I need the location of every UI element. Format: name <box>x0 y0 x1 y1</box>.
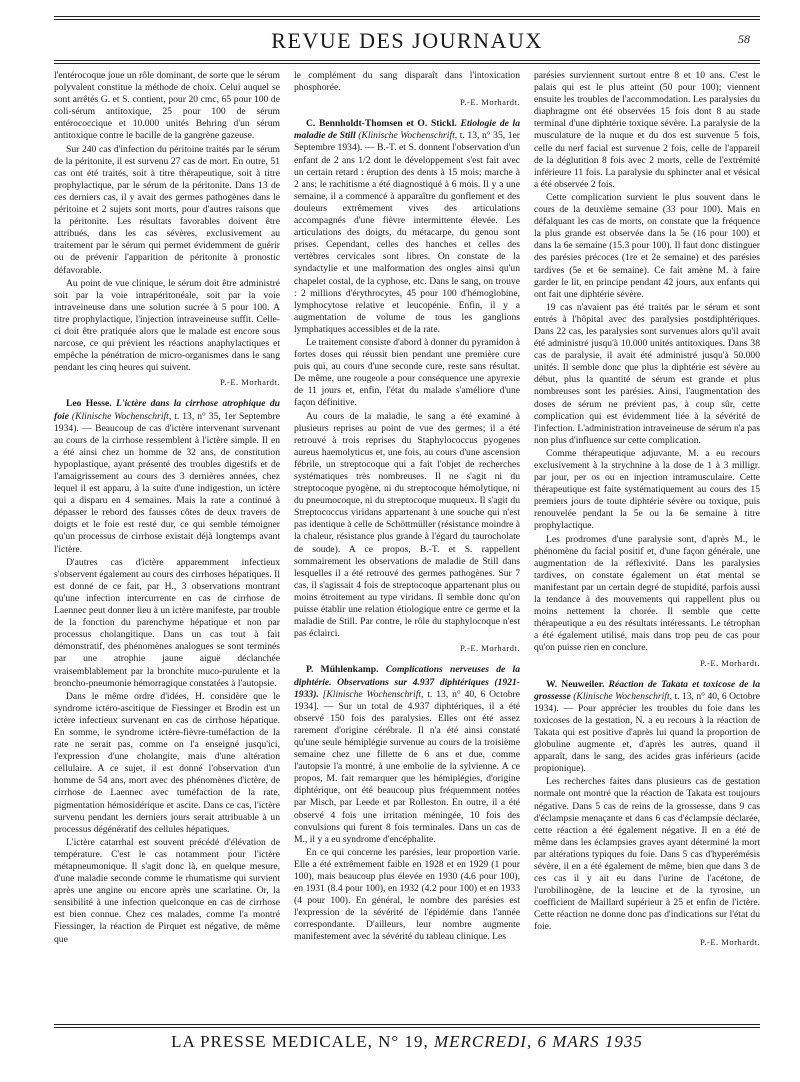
paragraph: Cette complication survient le plus souvent dans le cours de la deuxième semaine (33 pour 100). Mais en défalquant les cas de morts, on constate que la fréquence la plus grande est observée dans la 5e (16 pour 100) et dans la 6e semaine (15.3 pour 100). Il faut donc distinguer des parésies précoces (1re et 2e semaine) et des parésies tardives (5e et 6e semaine). Ce fait amène M. à faire garder le lit, en principe pendant 42 jours, aux enfants qui ont fait une diphtérie sévère. <box>534 191 760 300</box>
article-source: (Klinische Wochenschrift, <box>71 410 172 422</box>
header-double-rule <box>54 60 760 64</box>
page-number: 58 <box>738 32 750 46</box>
paragraph: — B.-T. et S. donnent l'observation d'un enfant de 2 ans 1/2 dont le développement s'est fait avec un certain retard : éruption des dents à 15 mois; marche à 2 ans; le rachitisme a été diagnostiqué à 6 mois. Il y a une semaine, il a commencé à apparaître du gonflement et des douleurs extrêmement vives des articulations accompagnés d'une fièvre intermittente élevée. Les articulations des doigts, du métacarpe, du genou sont prises. Cependant, celles des hanches et celles des vertèbres cervicales sont libres. On constate de la syndactylie et une malformation des ongles ainsi qu'un chapelet costal, de la cyphose, etc. Dans le sang, on trouve : 2 millions d'érythrocytes, 45 pour 100 d'hémoglobine, lymphocytose relative et leucopénie. Enfin, il y a augmentation de volume de tous les ganglions lymphatiques accessibles et de la rate. <box>294 142 520 335</box>
author-signature: P.-E. Morhardt. <box>700 936 760 947</box>
paragraph: Comme thérapeutique adjuvante, M. a eu recours exclusivement à la strychnine à la dose de 1 à 3 milligr. par jour, per os ou en injection intramusculaire. Cette thérapeutique est faite systématiquement au cours des 15 premiers jours de toute diphtérie sévère ou toxique, puis renouvelée pendant la 5e ou la 6e semaine à titre prophylactique. <box>534 447 760 532</box>
paragraph: parésies surviennent surtout entre 8 et 10 ans. C'est le palais qui est le plus atteint (50 pour 100); viennent ensuite les troubles de l'accommodation. Les paralysies du diaphragme ont été observées 15 fois dont 8 au stade terminal d'une diphtérie toxique sévère. La paralysie de la musculature de la nuque et du dos est survenue 5 fois, celle du nerf facial est survenue 2 fois, celle de l'appareil de la déglutition 8 fois avec 2 morts, celle de l'extrémité inférieure 11 fois. La paralysie du sphincter anal et vésical a été observée 2 fois. <box>534 70 760 190</box>
paragraph: Les recherches faites dans plusieurs cas de gestation normale ont montré que la réaction de Takata est toujours négative. Dans 5 cas de reins de la grossesse, dans 9 cas d'éclampsie menaçante et dans 6 cas d'éclampsie déclarée, cette réaction a été également négative. Il en a été de même dans les éclampsies graves ayant déterminé la mort par altérations typiques du foie. Dans 5 cas d'hyperémésis sévère, il en a été également de même, bien que dans 3 de ces cas il y ait eu dans l'urine de l'acétone, de l'urobilinogène, de la leucine et de la tyrosine, un coefficient de Maillard supérieur à 25 et enfin de l'ictère. Cette réaction ne donne donc pas d'indications sur l'état du foie. <box>534 776 760 933</box>
article-columns <box>54 70 760 1016</box>
article-title: Complications nerveuses de la diphtérie. Observations sur 4.937 diphtériques (1921-1933). <box>294 664 520 700</box>
paragraph: — Sur un total de 4.937 diphtériques, il a été observé 150 fois des paralysies. Elles ont été assez rarement d'origine cérébrale. Il n'a été ainsi constaté qu'une seule hémiplégie survenue au cours de la troisième semaine chez une fillette de 6 ans et due, comme l'autopsie l'a montré, à une embolie de la sylvienne. A ce propos, M. fait remarquer que les hémiplégies, d'origine diphtérique, ont été beaucoup plus fréquemment notées par Misch, par Leede et par Rolleston. En outre, il a été observé 4 fois une irritation méningée, 10 fois des convulsions qui furent 8 fois terminales. Dans un cas de M., il y a eu syndrome d'encéphalite. <box>294 700 520 845</box>
article-author: P. Mühlenkamp. <box>306 664 379 676</box>
paragraph: — Pour apprécier les troubles du foie dans les toxicoses de la gestation, N. a eu recours à la réaction de Takata qui est positive d'après lui quand la proportion de globuline augmente et, d'après les autres, quand il apparaît, dans le sang, des acides gras inférieurs (acide propionique). <box>534 702 760 775</box>
article-author: C. Bennholdt-Thomsen et O. Stickl. <box>306 118 457 130</box>
page-footer <box>54 1032 760 1052</box>
article-source: [Klinische Wochenschrift, <box>322 688 424 700</box>
page-header-title: REVUE DES JOURNAUX <box>271 28 543 53</box>
article-reference: t. 13, n° 40, 6 Octobre 1934). <box>534 690 760 714</box>
author-signature: P.-E. Morhardt. <box>700 657 760 668</box>
paragraph: Au cours de la maladie, le sang a été examiné à plusieurs reprises au point de vue des germes; il a été retrouvé à trois reprises du Staphylococcus pyogenes aureus haemolyticus et, une fois, au cours d'une ascension fébrile, un streptocoque qui a fait l'objet de recherches systématiques très nombreuses. Il ne s'agit ni du streptocoque pyogène, ni du streptocoque hémolytique, ni du pneumocoque, ni du streptocoque muqueux. Il s'agit du Streptococcus viridans appartenant à une souche qui n'est pas identique à celle de Schöttmüller (résistance moindre à la chaleur, résistance plus grande à l'égard du taurocholate de soude). A ce propos, B.-T. et S. rappellent sommairement les observations de maladie de Still dans lesquelles il a été retrouvé des germes pathogènes. Sur 7 cas, il s'agissait 4 fois de streptocoque appartenant plus ou moins étroitement au type viridans. Il semble donc qu'on puisse établir une relation étiologique entre ce germe et la maladie de Still. Par contre, le rôle du staphylocoque n'est pas éclairci. <box>294 410 520 640</box>
column-2 <box>294 70 520 1016</box>
footer-journal: LA PRESSE MEDICALE, N° 19, <box>171 1032 429 1051</box>
paragraph: le complément du sang disparaît dans l'intoxication phosphorée. <box>294 70 520 94</box>
article-source: (Klinische Wochenschrift, <box>358 130 458 142</box>
article-author: Leo Hesse. <box>66 398 112 410</box>
article-heading <box>54 398 280 555</box>
paragraph: En ce qui concerne les parésies, leur proportion varie. Elle a été extrêmement faible en 1928 et en 1929 (1 pour 100), mais beaucoup plus élevée en 1930 (4.6 pour 100), en 1931 (8.4 pour 100), en 1932 (4.2 pour 100) et en 1933 (4 pour 100). En général, le nombre des parésies est l'expression de la sévérité de l'épidémie dans l'année correspondante. D'ailleurs, leur nombre augmente manifestement avec la sévérité du tableau clinique. Les <box>294 846 520 943</box>
paragraph: Sur 240 cas d'infection du péritoine traités par le sérum de la péritonite, il est survenu 27 cas de mort. En outre, 51 cas ont été traités, soit à titre thérapeutique, soit à titre prophylactique, par le sérum de la péritonite. Dans 13 de ces derniers cas, il y avait des germes pathogènes dans le péritoine et 2 sujets sont morts, pour d'autres raisons que la péritonite. Les résultats favorables doivent être attribués, dans les cas sévères, exclusivement au traitement par le sérum qui permet évidemment de guérir ou de prévenir l'apparition de péritonite à pronostic défavorable. <box>54 143 280 276</box>
paragraph: Les prodromes d'une paralysie sont, d'après M., le phénomène du facial positif et, d'une façon générale, une augmentation de la réflexivité. Dans les paralysies tardives, on constate également un état mental se manifestant par un certain degré de stupidité, parfois aussi la tendance à des mouvements qui rappellent plus ou moins nettement la chorée. Il semble que cette thérapeutique a eu des résultats intéressants. Le tétrophan a été également utilisé, mais dans trop peu de cas pour qu'on puisse rien en conclure. <box>534 533 760 654</box>
paragraph: Au point de vue clinique, le sérum doit être administré soit par la voie intrapéritonéale, soit par la voie intraveineuse dans une solution sucrée à 5 pour 100. A titre prophylactique, l'injection intraveineuse suffit. Celle-ci doit être pratiquée alors que le malade est encore sous narcose, ce qui prévient les réactions anaphylactiques et empêche la pénétration de micro-organismes dans le sang pendant les cinq heures qui suivent. <box>54 277 280 374</box>
paragraph: l'entérocoque joue un rôle dominant, de sorte que le sérum polyvalent constitue la méthode de choix. Celui auquel se sont arrêtés G. et S. contient, pour 20 cmc, 65 pour 100 de coli-sérum antitoxique, 25 pour 100 de sérum entérococcique et 10.000 unités Behring d'un sérum antitoxique contre le bacille de la gangrène gazeuse. <box>54 70 280 142</box>
article-heading <box>294 664 520 845</box>
paragraph: L'ictère catarrhal est souvent précédé d'élévation de température. C'est le cas notamment pour l'ictère métapneumonique. Il s'agit donc là, en quelque mesure, d'une maladie seconde comme le rhumatisme qui survient après une angine ou encore après une scarlatine. Or, la sensibilité à une infection quelconque en cas de cirrhose est bien connue. Chez ces malades, comme l'a montré Fiessinger, la réaction de Pirquet est négative, de même que <box>54 836 280 945</box>
column-1 <box>54 70 280 1016</box>
article-heading <box>534 679 760 776</box>
author-signature: P.-E. Morhardt. <box>220 377 280 388</box>
author-signature: P.-E. Morhardt. <box>460 643 520 654</box>
article-reference: t. 13, n° 40, 6 Octobre 1934]. <box>294 688 520 712</box>
paragraph: D'autres cas d'ictère apparemment infectieux s'observent également au cours des cirrhoses hépatiques. Il est donné de ce fait, par H., 3 observations montrant qu'une infection intercurrente en cas de cirrhose de Laennec peut donner lieu à un ictère manifeste, par trouble de la fonction du parenchyme hépatique et non par processus cholangitique. Dans un cas tout à fait démonstratif, des phénomènes analogues se sont terminés par une atrophie jaune aiguë déclanchée vraisemblablement par la bronchite muco-purulente et la broncho-pneumonie hémorragique constatées à l'autopsie. <box>54 556 280 689</box>
journal-page <box>54 10 760 1072</box>
paragraph: Le traitement consiste d'abord à donner du pyramidon à fortes doses qui réussit bien pendant une première cure puis qui, au cours d'une seconde cure, reste sans résultat. De même, une rougeole a pour conséquence une apyrexie de 11 jours et, enfin, l'état du malade s'améliore d'une façon définitive. <box>294 336 520 409</box>
article-title: Etiologie de la maladie de Still <box>294 118 520 142</box>
paragraph: — Beaucoup de cas d'ictère intervenant survenant au cours de la cirrhose ressemblent à l'ictère simple. Il en a été ainsi chez un homme de 32 ans, de constitution hypoplastique, ayant présenté des troubles digestifs et de l'amaigrissement au cours des 3 dernières années, chez lequel il est apparu, à la suite d'une indigestion, un ictère qui a disparu en 4 semaines. Mais la rate a continué à dépasser le rebord des fausses côtes de deux travers de doigts et le foie est resté dur, ce qui semble témoigner qu'un processus de cirrhose existait déjà longtemps avant l'ictère. <box>54 422 280 555</box>
author-signature: P.-E. Morhardt. <box>460 97 520 108</box>
column-3 <box>534 70 760 1016</box>
top-double-rule <box>54 16 760 20</box>
paragraph: Dans le même ordre d'idées, H. considère que le syndrome ictéro-ascitique de Fiessinger et Brodin est un ictère infectieux survenant en cas de cirrhose hépatique. En somme, le syndrome ictère-fièvre-tuméfaction de la rate ne serait pas, comme on l'a enseigné jusqu'ici, l'expression d'une cholangite, mais d'une altération cellulaire. A ce sujet, il est donné l'observation d'un homme de 54 ans, mort avec des phénomènes d'ictère, de cirrhose de Laennec avec tuméfaction de la rate, pigmentation hémosidérique et ascite. Dans ce cas, l'ictère survenu pendant les derniers jours serait attribuable à un processus dégénératif des cellules hépatiques. <box>54 690 280 835</box>
footer-date: MERCREDI, 6 MARS 1935 <box>433 1032 643 1051</box>
footer-double-rule <box>54 1024 760 1028</box>
paragraph: 19 cas n'avaient pas été traités par le sérum et sont entrés à l'hôpital avec des paralysies postdiphtériques. Dans 22 cas, les paralysies sont survenues alors qu'il avait été administré jusqu'à 10.000 unités antitoxiques. Dans 38 cas de paralysie, il avait été administré jusqu'à 50.000 unités. Il semble donc que plus la diphtérie est sévère au début, plus la quantité de sérum est grande et plus nombreuses sont les parésies. Ainsi, l'augmentation des doses de sérum ne prévient pas, à coup sûr, cette complication qui est évidemment liée à la sévérité de l'infection. L'administration intraveineuse de sérum n'a pas non plus d'influence sur cette complication. <box>534 301 760 446</box>
article-source: (Klinische Wochenschrift, <box>573 690 673 702</box>
article-author: W. Neuweiler. <box>546 678 605 690</box>
article-reference: t. 13, n° 35, 1er Septembre 1934). <box>54 410 280 434</box>
article-title: L'ictère dans la cirrhose atrophique du foie <box>54 398 280 422</box>
article-reference: t. 13, n° 35, 1er Septembre 1934). <box>294 130 520 154</box>
article-heading <box>294 118 520 336</box>
article-title: Réaction de Takata et toxicose de la grossesse <box>534 678 760 702</box>
